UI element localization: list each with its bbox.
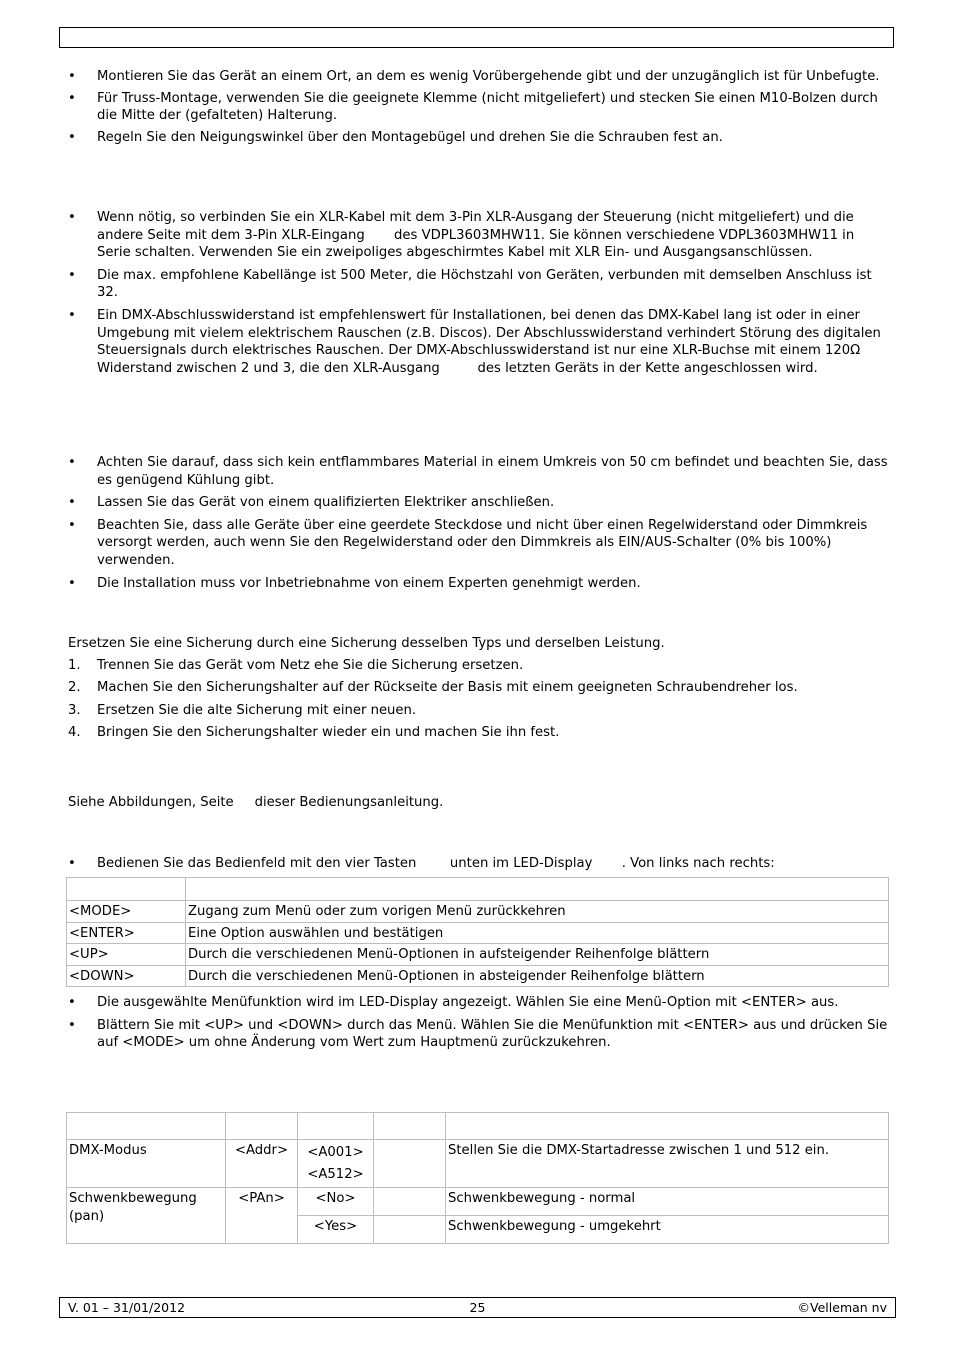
step-text: Machen Sie den Sicherungshalter auf der Rückseite der Basis mit einem geeigneten Schraubendreher los. (97, 680, 798, 696)
dmx-connection-section (68, 209, 890, 377)
table-cell (186, 878, 889, 901)
step-text: Ersetzen Sie die alte Sicherung mit einer neuen. (97, 702, 417, 718)
list-item (68, 657, 890, 675)
table-row (67, 965, 889, 987)
list-item: • Bedienen Sie das Bedienfeld mit den vier Tasten unten im LED-Display . Von links nach rechts: (68, 855, 890, 873)
step-text: Bringen Sie den Sicherungshalter wieder ein und machen Sie ihn fest. (97, 725, 560, 741)
table-cell: Schwenkbewegung (pan) (67, 1188, 226, 1244)
table-cell (446, 1113, 889, 1140)
mounting-section (68, 68, 890, 146)
list-item: • Regeln Sie den Neigungswinkel über den Montagebügel und drehen Sie die Schrauben fest an. (68, 129, 890, 147)
table-cell: <No> (298, 1188, 374, 1216)
table-cell: Zugang zum Menü oder zum vorigen Menü zurückkehren (186, 901, 889, 923)
table-row (67, 922, 889, 944)
table-row (67, 1140, 889, 1188)
table-cell: Durch die verschiedenen Menü-Optionen in absteigender Reihenfolge blättern (186, 965, 889, 987)
menu-table (66, 1112, 889, 1244)
table-cell (374, 1140, 446, 1188)
list-item: • Wenn nötig, so verbinden Sie ein XLR-Kabel mit dem 3-Pin XLR-Ausgang der Steuerung (nicht mitgeliefert) und die andere Seite mit dem 3-Pin XLR-Eingang des VDPL3603MHW11. Sie können verschiedene VDPL3603MHW11 in Serie schalten. Verwenden Sie ein zweipoliges abgeschirmtes Kabel mit XLR Ein- und Ausgangsanschlüssen. (68, 209, 890, 262)
control-panel-section (68, 855, 890, 873)
step-number: 1. (68, 657, 81, 673)
table-cell: <Addr> (226, 1140, 298, 1188)
list-item: • Die Installation muss vor Inbetriebnahme von einem Experten genehmigt werden. (68, 575, 890, 593)
footer-version: V. 01 – 31/01/2012 (68, 1300, 186, 1315)
power-connection-section (68, 454, 890, 592)
table-cell: <PAn> (226, 1188, 298, 1244)
table-cell: Durch die verschiedenen Menü-Optionen in aufsteigender Reihenfolge blättern (186, 944, 889, 966)
table-row (67, 901, 889, 923)
menu-notes-section (68, 994, 890, 1052)
list-item: • Die ausgewählte Menüfunktion wird im LED-Display angezeigt. Wählen Sie eine Menü-Option mit <ENTER> aus. (68, 994, 890, 1012)
list-item (68, 724, 890, 742)
table-cell (226, 1113, 298, 1140)
list-item: • Für Truss-Montage, verwenden Sie die geeignete Klemme (nicht mitgeliefert) und stecken Sie einen M10-Bolzen durch die Mitte der (gefalteten) Halterung. (68, 90, 890, 125)
list-item: • Achten Sie darauf, dass sich kein entflammbares Material in einem Umkreis von 50 cm befindet und beachten Sie, dass es genügend Kühlung gibt. (68, 454, 890, 489)
value-label: <A001> (307, 1145, 364, 1160)
table-cell: Stellen Sie die DMX-Startadresse zwischen 1 und 512 ein. (446, 1140, 889, 1188)
see-figures-text: Siehe Abbildungen, Seite dieser Bedienungsanleitung. (68, 795, 444, 810)
table-cell (298, 1140, 374, 1188)
list-item: • Die max. empfohlene Kabellänge ist 500 Meter, die Höchstzahl von Geräten, verbunden mit demselben Anschluss ist 32. (68, 267, 890, 302)
list-item: • Montieren Sie das Gerät an einem Ort, an dem es wenig Vorübergehende gibt und der unzugänglich ist für Unbefugte. (68, 68, 890, 86)
table-cell: <Yes> (298, 1216, 374, 1244)
table-cell: DMX-Modus (67, 1140, 226, 1188)
step-number: 4. (68, 725, 81, 741)
list-item: • Beachten Sie, dass alle Geräte über eine geerdete Steckdose und nicht über einen Regelwiderstand oder Dimmkreis versorgt werden, auch wenn Sie den Regelwiderstand oder den Dimmkreis als EIN/AUS-Schalter (0% bis 100%) verwenden. (68, 517, 890, 570)
step-number: 2. (68, 680, 81, 696)
list-item: • Blättern Sie mit <UP> und <DOWN> durch das Menü. Wählen Sie die Menüfunktion mit <ENTER> aus und drücken Sie auf <MODE> um ohne Änderung vom Wert zum Hauptmenü zurückzukehren. (68, 1017, 890, 1052)
table-cell: Schwenkbewegung - umgekehrt (446, 1216, 889, 1244)
table-row (67, 944, 889, 966)
table-cell (374, 1188, 446, 1216)
table-cell (374, 1216, 446, 1244)
table-row (67, 1188, 889, 1216)
list-item (68, 679, 890, 697)
table-cell: <UP> (67, 944, 186, 966)
table-cell (298, 1113, 374, 1140)
page-header-box (59, 27, 894, 48)
footer-page-number: 25 (469, 1300, 486, 1315)
value-label: <A512> (307, 1167, 364, 1182)
list-item: • Lassen Sie das Gerät von einem qualifizierten Elektriker anschließen. (68, 494, 890, 512)
table-cell: Eine Option auswählen und bestätigen (186, 922, 889, 944)
list-item (68, 702, 890, 720)
table-cell (67, 878, 186, 901)
buttons-table (66, 877, 889, 987)
fuse-section (68, 635, 890, 742)
step-number: 3. (68, 702, 81, 718)
page-footer (59, 1297, 896, 1318)
table-cell: <MODE> (67, 901, 186, 923)
table-cell (374, 1113, 446, 1140)
table-cell: <ENTER> (67, 922, 186, 944)
table-cell: <DOWN> (67, 965, 186, 987)
step-text: Trennen Sie das Gerät vom Netz ehe Sie die Sicherung ersetzen. (97, 657, 524, 673)
table-header-row (67, 1113, 889, 1140)
table-cell (67, 1113, 226, 1140)
see-figures-section (68, 794, 890, 812)
table-cell: Schwenkbewegung - normal (446, 1188, 889, 1216)
table-header-row (67, 878, 889, 901)
fuse-intro: Ersetzen Sie eine Sicherung durch eine Sicherung desselben Typs und derselben Leistung. (68, 636, 665, 651)
footer-copyright: ©Velleman nv (797, 1300, 887, 1315)
list-item: • Ein DMX-Abschlusswiderstand ist empfehlenswert für Installationen, bei denen das DMX-Kabel lang ist oder in einer Umgebung mit vielem elektrischem Rauschen (z.B. Discos). Der Abschlusswiderstand verhindert Störung des digitalen Steuersignals durch elektrisches Rauschen. Der DMX-Abschlusswiderstand ist nur eine XLR-Buchse mit einem 120Ω Widerstand zwischen 2 und 3, die den XLR-Ausgang des letzten Geräts in der Kette angeschlossen wird. (68, 307, 890, 377)
